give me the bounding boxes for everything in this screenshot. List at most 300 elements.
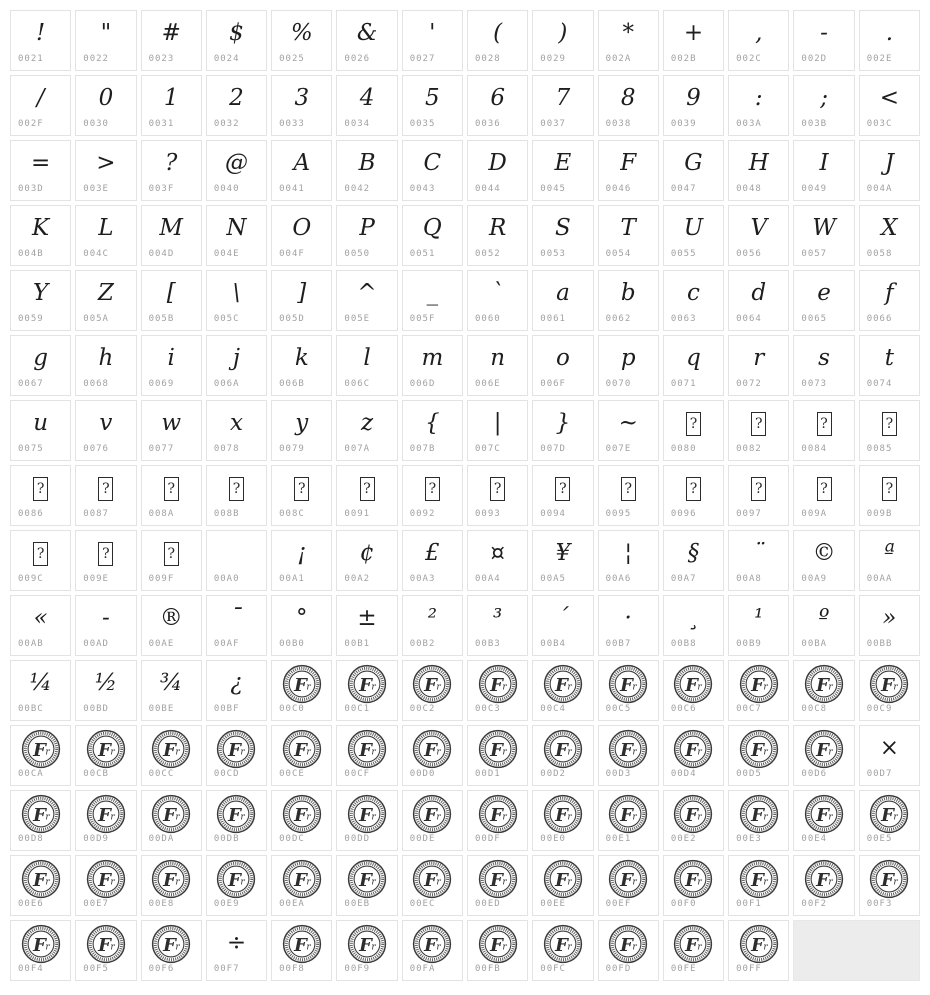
foundry-stamp-icon <box>412 924 452 964</box>
glyph-cell[interactable] <box>271 75 332 136</box>
glyph-cell[interactable] <box>532 595 593 656</box>
glyph-cell[interactable] <box>467 660 528 721</box>
svg-text:F: F <box>163 804 177 826</box>
glyph: v <box>99 410 113 436</box>
glyph-cell[interactable] <box>859 270 920 331</box>
glyph-cell[interactable] <box>10 205 71 266</box>
glyph-cell[interactable] <box>206 660 267 721</box>
glyph: M <box>159 215 183 241</box>
glyph: i <box>167 345 175 371</box>
glyph-cell[interactable] <box>206 725 267 786</box>
glyph-cell[interactable] <box>532 205 593 266</box>
glyph-cell[interactable] <box>141 335 202 396</box>
glyph-cell[interactable] <box>663 725 724 786</box>
svg-text:r: r <box>501 942 507 952</box>
glyph-cell[interactable] <box>206 855 267 916</box>
glyph-cell[interactable] <box>402 335 463 396</box>
glyph-cell[interactable] <box>859 790 920 851</box>
notdef-box-icon: ? <box>360 477 375 501</box>
glyph-cell[interactable] <box>793 595 854 656</box>
foundry-stamp-icon <box>673 794 713 834</box>
glyph-cell[interactable] <box>336 75 397 136</box>
glyph-cell[interactable] <box>467 75 528 136</box>
glyph-cell[interactable] <box>467 335 528 396</box>
glyph-cell[interactable] <box>532 75 593 136</box>
glyph-cell[interactable] <box>467 595 528 656</box>
glyph-cell[interactable] <box>402 75 463 136</box>
glyph-cell[interactable] <box>271 335 332 396</box>
glyph-cell[interactable] <box>663 465 724 526</box>
glyph-cell[interactable] <box>532 335 593 396</box>
glyph-cell[interactable] <box>467 790 528 851</box>
glyph-cell[interactable] <box>859 75 920 136</box>
glyph-cell[interactable] <box>598 855 659 916</box>
glyph-cell[interactable] <box>336 140 397 201</box>
glyph-cell[interactable] <box>141 400 202 461</box>
glyph-cell[interactable] <box>271 595 332 656</box>
glyph-cell[interactable] <box>793 725 854 786</box>
glyph-cell[interactable] <box>402 270 463 331</box>
glyph-cell[interactable] <box>728 595 789 656</box>
glyph-cell[interactable] <box>532 660 593 721</box>
glyph-cell[interactable] <box>467 920 528 981</box>
glyph-cell[interactable] <box>206 400 267 461</box>
glyph-cell[interactable] <box>75 530 136 591</box>
glyph-cell[interactable] <box>859 10 920 71</box>
code-label: 002A <box>605 54 632 64</box>
glyph-cell[interactable] <box>336 920 397 981</box>
code-label: 0038 <box>605 119 632 129</box>
glyph-cell[interactable] <box>271 270 332 331</box>
glyph-cell[interactable] <box>532 920 593 981</box>
glyph-cell[interactable] <box>728 400 789 461</box>
foundry-stamp-icon <box>216 859 256 899</box>
glyph-cell[interactable] <box>663 140 724 201</box>
glyph-cell[interactable] <box>10 725 71 786</box>
glyph: ° <box>296 605 308 631</box>
glyph-cell[interactable] <box>206 75 267 136</box>
glyph-cell[interactable] <box>728 465 789 526</box>
code-label: 0070 <box>605 379 632 389</box>
glyph-cell[interactable] <box>793 75 854 136</box>
glyph-cell[interactable] <box>206 595 267 656</box>
glyph <box>11 856 70 901</box>
svg-text:F: F <box>489 739 503 761</box>
glyph-cell[interactable] <box>402 10 463 71</box>
glyph-cell[interactable] <box>75 270 136 331</box>
glyph-cell[interactable] <box>206 270 267 331</box>
svg-text:r: r <box>44 942 50 952</box>
glyph-cell[interactable] <box>271 205 332 266</box>
code-label: 0068 <box>83 379 109 389</box>
code-label: 0021 <box>18 54 44 64</box>
code-label: 006E <box>474 379 501 389</box>
glyph-cell[interactable] <box>402 660 463 721</box>
glyph-cell[interactable] <box>467 725 528 786</box>
glyph-cell[interactable] <box>663 335 724 396</box>
glyph-cell[interactable] <box>336 595 397 656</box>
glyph-cell[interactable] <box>10 920 71 981</box>
glyph-cell[interactable] <box>10 660 71 721</box>
glyph-cell[interactable] <box>141 530 202 591</box>
glyph-cell[interactable] <box>75 205 136 266</box>
glyph: ´ <box>557 605 569 631</box>
glyph-cell[interactable] <box>271 400 332 461</box>
glyph-cell[interactable] <box>271 725 332 786</box>
glyph-cell[interactable] <box>402 140 463 201</box>
glyph-cell[interactable] <box>336 855 397 916</box>
foundry-stamp-icon <box>347 729 387 769</box>
svg-text:r: r <box>306 812 311 822</box>
glyph-cell[interactable] <box>793 400 854 461</box>
glyph-cell[interactable] <box>141 790 202 851</box>
code-label: 0087 <box>83 509 109 519</box>
notdef-box-icon: ? <box>621 477 636 501</box>
glyph <box>337 856 396 901</box>
glyph-cell[interactable] <box>336 10 397 71</box>
glyph-cell[interactable] <box>663 790 724 851</box>
glyph-cell[interactable] <box>859 140 920 201</box>
glyph <box>142 466 201 511</box>
glyph-cell[interactable] <box>598 595 659 656</box>
glyph-cell[interactable] <box>859 530 920 591</box>
glyph-cell[interactable] <box>598 920 659 981</box>
code-label: 007D <box>540 444 566 454</box>
code-label: 0077 <box>148 444 175 454</box>
notdef-box-icon: ? <box>98 477 113 501</box>
glyph: + <box>683 20 704 46</box>
glyph-cell[interactable] <box>336 725 397 786</box>
glyph-cell[interactable] <box>793 465 854 526</box>
glyph-cell[interactable] <box>75 855 136 916</box>
svg-text:r: r <box>567 747 572 757</box>
svg-text:F: F <box>98 934 111 956</box>
glyph-cell[interactable] <box>728 725 789 786</box>
glyph-cell[interactable] <box>663 855 724 916</box>
glyph-cell[interactable] <box>271 10 332 71</box>
glyph-cell[interactable] <box>206 205 267 266</box>
glyph-cell[interactable] <box>532 790 593 851</box>
glyph-cell[interactable] <box>336 465 397 526</box>
glyph-cell[interactable] <box>663 400 724 461</box>
glyph-cell[interactable] <box>728 920 789 981</box>
glyph-cell[interactable] <box>728 10 789 71</box>
glyph-cell[interactable] <box>141 920 202 981</box>
glyph-cell[interactable] <box>402 400 463 461</box>
glyph-cell[interactable] <box>598 10 659 71</box>
glyph-cell[interactable] <box>859 595 920 656</box>
glyph-cell[interactable] <box>141 660 202 721</box>
glyph <box>599 921 658 966</box>
code-label: 00DE <box>409 834 436 844</box>
glyph-cell[interactable] <box>141 270 202 331</box>
glyph-cell[interactable] <box>141 855 202 916</box>
glyph-cell[interactable] <box>402 595 463 656</box>
glyph-cell[interactable] <box>663 530 724 591</box>
glyph-cell[interactable] <box>206 790 267 851</box>
glyph-cell[interactable] <box>271 140 332 201</box>
code-label: 00EF <box>605 899 632 909</box>
svg-text:r: r <box>763 942 768 952</box>
svg-text:F: F <box>555 934 568 956</box>
glyph-cell[interactable] <box>206 465 267 526</box>
glyph-cell[interactable] <box>75 660 136 721</box>
glyph-cell[interactable] <box>141 595 202 656</box>
glyph: k <box>294 345 309 371</box>
glyph-cell[interactable] <box>598 530 659 591</box>
glyph-cell[interactable] <box>728 790 789 851</box>
glyph-cell[interactable] <box>10 465 71 526</box>
glyph-cell[interactable] <box>402 205 463 266</box>
glyph <box>860 661 919 706</box>
glyph-cell[interactable] <box>75 790 136 851</box>
glyph <box>664 726 723 771</box>
glyph <box>337 726 396 771</box>
glyph-cell[interactable] <box>10 10 71 71</box>
glyph-cell[interactable] <box>10 595 71 656</box>
foundry-stamp-icon <box>739 664 779 704</box>
glyph-cell[interactable] <box>336 205 397 266</box>
glyph-cell[interactable] <box>663 660 724 721</box>
glyph-cell[interactable] <box>75 595 136 656</box>
svg-text:F: F <box>228 869 242 891</box>
glyph-cell[interactable] <box>598 75 659 136</box>
glyph: # <box>161 20 181 46</box>
glyph: q <box>686 345 701 371</box>
svg-text:F: F <box>685 739 699 761</box>
glyph-cell[interactable] <box>793 205 854 266</box>
glyph-cell[interactable] <box>10 790 71 851</box>
glyph <box>76 791 135 836</box>
glyph-cell[interactable] <box>859 205 920 266</box>
glyph-cell[interactable] <box>598 790 659 851</box>
svg-text:F: F <box>555 674 568 696</box>
glyph: I <box>819 150 829 176</box>
code-label: 0096 <box>670 509 697 519</box>
svg-text:r: r <box>567 877 572 887</box>
glyph-cell[interactable] <box>10 140 71 201</box>
glyph <box>142 531 201 576</box>
glyph-cell[interactable] <box>793 140 854 201</box>
glyph-cell[interactable] <box>336 790 397 851</box>
glyph: A <box>293 150 311 176</box>
glyph-cell[interactable] <box>402 920 463 981</box>
code-label: 00F5 <box>83 964 109 974</box>
glyph-cell[interactable] <box>532 10 593 71</box>
glyph-cell[interactable] <box>10 335 71 396</box>
glyph-cell[interactable] <box>598 205 659 266</box>
glyph-cell[interactable] <box>336 335 397 396</box>
glyph-cell[interactable] <box>859 725 920 786</box>
glyph-cell[interactable] <box>206 530 267 591</box>
glyph-cell[interactable] <box>728 75 789 136</box>
glyph-cell[interactable] <box>598 465 659 526</box>
glyph-cell[interactable] <box>859 465 920 526</box>
glyph-cell[interactable] <box>75 920 136 981</box>
glyph-cell[interactable] <box>532 855 593 916</box>
glyph: w <box>161 410 182 436</box>
glyph: 5 <box>425 85 440 111</box>
glyph-cell[interactable] <box>728 270 789 331</box>
glyph: ¾ <box>160 670 183 696</box>
glyph-cell[interactable] <box>728 140 789 201</box>
glyph-cell[interactable] <box>467 270 528 331</box>
glyph-cell[interactable] <box>271 920 332 981</box>
glyph-cell[interactable] <box>663 205 724 266</box>
foundry-stamp-icon <box>804 794 844 834</box>
glyph-cell[interactable] <box>793 855 854 916</box>
glyph <box>337 921 396 966</box>
glyph-cell[interactable] <box>336 400 397 461</box>
glyph-cell[interactable] <box>467 10 528 71</box>
glyph-cell[interactable] <box>663 920 724 981</box>
glyph-cell[interactable] <box>532 725 593 786</box>
glyph-cell[interactable] <box>467 140 528 201</box>
glyph-cell[interactable] <box>859 400 920 461</box>
glyph-cell[interactable] <box>271 530 332 591</box>
glyph-cell[interactable] <box>402 790 463 851</box>
glyph-cell[interactable] <box>206 10 267 71</box>
glyph-cell[interactable] <box>663 595 724 656</box>
glyph-cell[interactable] <box>598 270 659 331</box>
glyph-cell[interactable] <box>10 75 71 136</box>
glyph-cell[interactable] <box>141 725 202 786</box>
glyph-cell[interactable] <box>336 660 397 721</box>
glyph-cell[interactable] <box>75 75 136 136</box>
svg-text:r: r <box>371 812 376 822</box>
glyph: K <box>32 215 50 241</box>
glyph: s <box>818 345 830 371</box>
glyph-cell[interactable] <box>859 660 920 721</box>
glyph-cell[interactable] <box>75 465 136 526</box>
glyph-cell[interactable] <box>728 855 789 916</box>
glyph-cell[interactable] <box>598 725 659 786</box>
svg-text:F: F <box>32 869 46 891</box>
glyph-cell[interactable] <box>467 530 528 591</box>
glyph-cell[interactable] <box>598 660 659 721</box>
code-label: 002D <box>801 54 828 64</box>
glyph-cell[interactable] <box>75 140 136 201</box>
svg-text:r: r <box>893 812 898 822</box>
glyph-cell[interactable] <box>75 400 136 461</box>
glyph-cell[interactable] <box>141 205 202 266</box>
glyph-cell[interactable] <box>793 790 854 851</box>
glyph: W <box>812 215 836 241</box>
svg-text:F: F <box>424 804 438 826</box>
glyph-cell[interactable] <box>141 465 202 526</box>
glyph: ½ <box>94 670 118 696</box>
code-label: 0056 <box>736 249 762 259</box>
glyph-cell[interactable] <box>75 725 136 786</box>
svg-text:r: r <box>828 682 833 692</box>
svg-text:F: F <box>881 804 895 826</box>
glyph-cell[interactable] <box>402 725 463 786</box>
code-label: 0036 <box>474 119 501 129</box>
glyph-cell[interactable] <box>663 270 724 331</box>
glyph-cell[interactable] <box>793 530 854 591</box>
glyph-cell[interactable] <box>793 335 854 396</box>
glyph-cell[interactable] <box>532 140 593 201</box>
glyph-cell[interactable] <box>10 530 71 591</box>
glyph-cell[interactable] <box>663 10 724 71</box>
glyph-cell[interactable] <box>10 400 71 461</box>
glyph-cell[interactable] <box>467 205 528 266</box>
code-label: 00B0 <box>279 639 305 649</box>
glyph-cell[interactable] <box>141 140 202 201</box>
glyph-cell[interactable] <box>271 465 332 526</box>
glyph-cell[interactable] <box>402 855 463 916</box>
glyph-cell[interactable] <box>793 270 854 331</box>
glyph-cell[interactable] <box>271 660 332 721</box>
glyph-cell[interactable] <box>10 855 71 916</box>
glyph: 8 <box>620 85 636 111</box>
svg-text:F: F <box>359 934 372 956</box>
svg-text:r: r <box>567 812 572 822</box>
glyph-cell[interactable] <box>141 75 202 136</box>
glyph-cell[interactable] <box>532 465 593 526</box>
glyph-cell[interactable] <box>859 335 920 396</box>
glyph-cell[interactable] <box>598 335 659 396</box>
code-label: 002B <box>670 54 697 64</box>
svg-text:r: r <box>697 877 703 887</box>
code-label: 00A5 <box>540 574 566 584</box>
glyph: ¡ <box>297 540 307 566</box>
glyph-cell[interactable] <box>793 660 854 721</box>
glyph-cell[interactable] <box>467 400 528 461</box>
glyph-cell[interactable] <box>859 855 920 916</box>
glyph-cell[interactable] <box>663 75 724 136</box>
svg-text:F: F <box>359 804 372 826</box>
code-label: 0025 <box>279 54 305 64</box>
glyph-cell[interactable] <box>206 920 267 981</box>
glyph-cell[interactable] <box>10 270 71 331</box>
glyph-cell[interactable] <box>402 465 463 526</box>
glyph-cell[interactable] <box>532 270 593 331</box>
glyph-cell[interactable] <box>728 660 789 721</box>
glyph-cell[interactable] <box>271 855 332 916</box>
glyph-cell[interactable] <box>793 10 854 71</box>
glyph-cell[interactable] <box>206 140 267 201</box>
glyph-cell[interactable] <box>728 530 789 591</box>
glyph: a <box>556 280 570 306</box>
glyph-cell[interactable] <box>467 855 528 916</box>
glyph-cell[interactable] <box>532 530 593 591</box>
glyph-cell[interactable] <box>598 400 659 461</box>
glyph-cell[interactable] <box>75 335 136 396</box>
glyph: ® <box>159 605 183 631</box>
glyph-cell[interactable] <box>336 530 397 591</box>
notdef-box-icon: ? <box>686 412 701 436</box>
svg-text:r: r <box>632 812 637 822</box>
glyph-cell[interactable] <box>598 140 659 201</box>
code-label: 0022 <box>83 54 109 64</box>
code-label: 00CC <box>148 769 175 779</box>
glyph-cell[interactable] <box>271 790 332 851</box>
code-label: 0029 <box>540 54 566 64</box>
glyph: ¹ <box>754 605 764 631</box>
code-label: 00D8 <box>18 834 44 844</box>
glyph <box>468 726 527 771</box>
glyph-cell[interactable] <box>728 335 789 396</box>
glyph-cell[interactable] <box>336 270 397 331</box>
glyph-cell[interactable] <box>75 10 136 71</box>
glyph-cell[interactable] <box>467 465 528 526</box>
glyph-cell[interactable] <box>141 10 202 71</box>
glyph-cell[interactable] <box>206 335 267 396</box>
glyph-cell[interactable] <box>728 205 789 266</box>
glyph-cell[interactable] <box>402 530 463 591</box>
glyph-cell[interactable] <box>532 400 593 461</box>
